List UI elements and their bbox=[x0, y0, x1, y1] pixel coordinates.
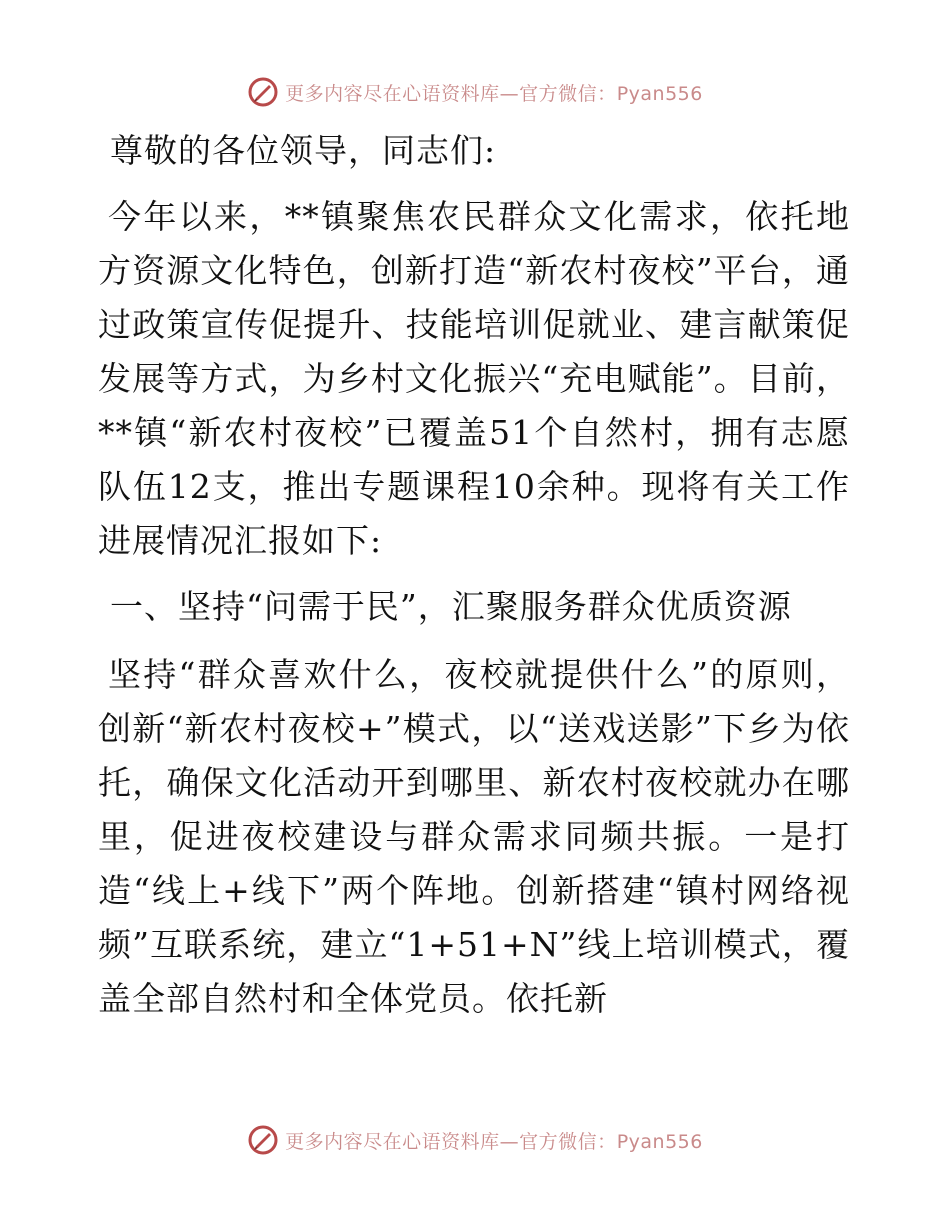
quill-circle-logo-icon bbox=[247, 1124, 279, 1156]
section-heading-1: 一、坚持“问需于民”，汇聚服务群众优质资源 bbox=[110, 587, 792, 626]
footer-watermark bbox=[0, 1120, 950, 1160]
watermark-text: 更多内容尽在心语资料库—官方微信：Pyan556 bbox=[285, 1130, 703, 1153]
intro-paragraph: 今年以来，**镇聚焦农民群众文化需求，依托地方资源文化特色，创新打造“新农村夜校”平台，通过政策宣传促提升、技能培训促就业、建言献策促发展等方式，为乡村文化振兴“充电赋能”。目前，**镇“新农村夜校”已覆盖51个自然村，拥有志愿队伍12支，推出专题课程10余种。现将有关工作进展情况汇报如下: bbox=[98, 197, 850, 560]
document-body bbox=[98, 124, 850, 1026]
greeting: 尊敬的各位领导，同志们: bbox=[110, 131, 497, 170]
section-1-paragraph: 坚持“群众喜欢什么，夜校就提供什么”的原则，创新“新农村夜校+”模式，以“送戏送影”下乡为依托，确保文化活动开到哪里、新农村夜校就办在哪里，促进夜校建设与群众需求同频共振。一是打造“线上+线下”两个阵地。创新搭建“镇村网络视频”互联系统，建立“1+51+N”线上培训模式，覆盖全部自然村和全体党员。依托新 bbox=[98, 655, 850, 1018]
header-watermark bbox=[0, 72, 950, 112]
quill-circle-logo-icon bbox=[247, 76, 279, 108]
watermark-text: 更多内容尽在心语资料库—官方微信：Pyan556 bbox=[285, 82, 703, 105]
